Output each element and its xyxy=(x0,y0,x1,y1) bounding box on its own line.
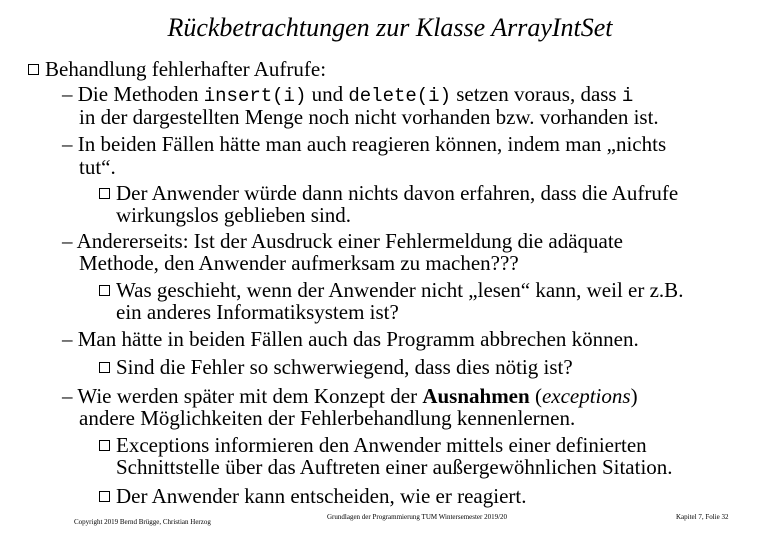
square-bullet-icon xyxy=(28,64,39,75)
square-bullet-icon xyxy=(99,188,110,199)
code-i: i xyxy=(621,85,634,107)
sub-item-user-decides xyxy=(99,485,526,508)
dash-text: – Die Methoden xyxy=(62,82,204,106)
footer-course: Grundlagen der Programmierung TUM Wintersemester 2019/20 xyxy=(327,513,508,521)
footer-copyright: Copyright 2019 Bernd Brügge, Christian Herzog xyxy=(74,518,211,526)
code-delete: delete(i) xyxy=(348,85,451,107)
slide-title: Rückbetrachtungen zur Klasse ArrayIntSet xyxy=(167,13,613,42)
dash-text: und xyxy=(306,82,349,106)
bullet-main-text: Behandlung fehlerhafter Aufrufe: xyxy=(45,57,327,81)
dash-text: – Wie werden später mit dem Konzept der xyxy=(62,384,423,408)
sub-item-cannot-read xyxy=(99,279,683,302)
sub-item-text: Exceptions informieren den Anwender mittels einer definierten xyxy=(116,433,647,457)
dash-item-exceptions xyxy=(62,385,638,408)
term-exceptions: exceptions xyxy=(541,384,631,408)
dash-text: ( xyxy=(529,384,542,408)
dash-text: setzen voraus, dass xyxy=(450,82,622,106)
footer-slide-number: Kapitel 7, Folie 32 xyxy=(676,513,729,521)
bullet-main xyxy=(28,58,326,81)
code-insert: insert(i) xyxy=(203,85,307,107)
sub-item-severe xyxy=(99,356,573,379)
dash-item-error-message: – Andererseits: Ist der Ausdruck einer Fehlermeldung die adäquate xyxy=(62,229,623,253)
sub-item-text: Der Anwender würde dann nichts davon erfahren, dass die Aufrufe xyxy=(116,181,679,205)
dash-item-nothing: – In beiden Fällen hätte man auch reagieren können, indem man „nichts xyxy=(62,132,667,156)
sub-item-text: Was geschieht, wenn der Anwender nicht „lesen“ kann, weil er z.B. xyxy=(116,278,684,302)
dash-item-nothing-cont: tut“. xyxy=(79,155,116,179)
sub-item-cannot-read-cont: ein anderes Informatiksystem ist? xyxy=(116,300,399,324)
dash-item-error-message-cont: Methode, den Anwender aufmerksam zu machen??? xyxy=(79,251,519,275)
square-bullet-icon xyxy=(99,491,110,502)
sub-item-user-unaware-cont: wirkungslos geblieben sind. xyxy=(116,203,352,227)
dash-item-methods-cont: in der dargestellten Menge noch nicht vorhanden bzw. vorhanden ist. xyxy=(79,105,659,129)
sub-item-exceptions-inform-cont: Schnittstelle über das Auftreten einer außergewöhnlichen Sitation. xyxy=(116,455,673,479)
square-bullet-icon xyxy=(99,440,110,451)
square-bullet-icon xyxy=(99,362,110,373)
term-ausnahmen: Ausnahmen xyxy=(422,384,530,408)
sub-item-user-unaware xyxy=(99,182,678,205)
sub-item-text: Der Anwender kann entscheiden, wie er reagiert. xyxy=(116,484,527,508)
dash-text: ) xyxy=(630,384,638,408)
square-bullet-icon xyxy=(99,285,110,296)
sub-item-text: Sind die Fehler so schwerwiegend, dass dies nötig ist? xyxy=(116,355,573,379)
dash-item-abort: – Man hätte in beiden Fällen auch das Programm abbrechen können. xyxy=(62,327,639,351)
dash-item-exceptions-cont: andere Möglichkeiten der Fehlerbehandlung kennenlernen. xyxy=(79,406,576,430)
sub-item-exceptions-inform xyxy=(99,434,647,457)
